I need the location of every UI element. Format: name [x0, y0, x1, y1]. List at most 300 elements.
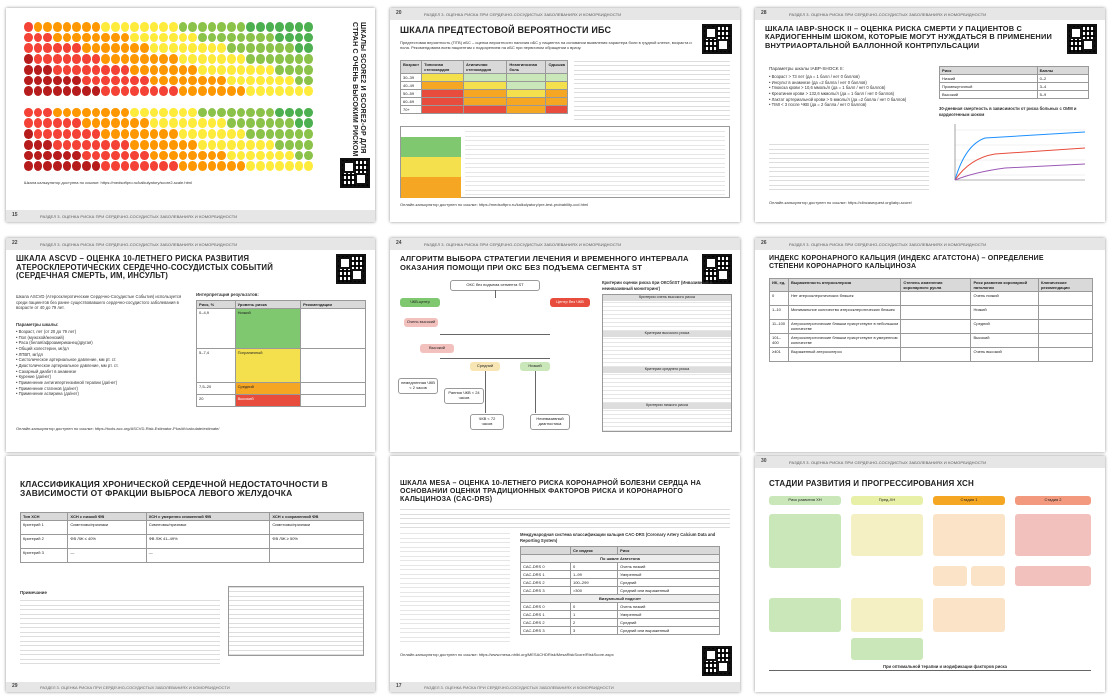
heatmap-cell: [285, 33, 294, 43]
heatmap-cell: [179, 22, 188, 32]
heatmap-cell: [266, 43, 275, 53]
table-row: [770, 320, 1093, 334]
heatmap-cell: [111, 54, 120, 64]
table-cell: 100–299: [570, 579, 617, 587]
table-header: ИК, ед.: [770, 279, 789, 292]
heatmap-cell: [43, 54, 52, 64]
heatmap-cell: [208, 22, 217, 32]
heatmap-cell: [130, 161, 139, 171]
heatmap-cell: [246, 151, 255, 161]
param-item: • Курение (да/нет): [16, 374, 52, 380]
heatmap-cell: [169, 54, 178, 64]
heatmap-cell: [140, 140, 149, 150]
heatmap-cell: [227, 151, 236, 161]
heatmap-cell: [217, 151, 226, 161]
heatmap-cell: [304, 129, 313, 139]
heatmap-cell: [227, 161, 236, 171]
heatmap-cell: [237, 43, 246, 53]
page-title: ШКАЛА ПРЕДТЕСТОВОЙ ВЕРОЯТНОСТИ ИБС: [400, 25, 612, 35]
param-item: • Возраст > 73 лет (да = 1 балл / нет 0 баллов): [769, 74, 860, 79]
heatmap-cell: [92, 65, 101, 75]
heatmap-cell: [82, 33, 91, 43]
heatmap-cell: [169, 65, 178, 75]
heatmap-cell: [188, 161, 197, 171]
heatmap-cell: [295, 140, 304, 150]
page-chf-classification[interactable]: [6, 456, 375, 692]
table-cell: CAC-DRS 0: [521, 603, 571, 611]
table-row: [521, 611, 720, 619]
page-number: 28: [761, 10, 767, 16]
heatmap-cell: [217, 129, 226, 139]
stage-2: Стадия 2: [1015, 496, 1091, 505]
heatmap-cell: [92, 33, 101, 43]
heatmap-cell: [266, 118, 275, 128]
heatmap-cell: [304, 161, 313, 171]
heatmap-cell: [121, 118, 130, 128]
heatmap-cell: [217, 161, 226, 171]
param-item: • Креатинин крови > 132,6 мкмоль/л (да = 1 балл / нет 0 баллов): [769, 91, 895, 97]
heatmap-cell: [266, 86, 275, 96]
table-row: [521, 627, 720, 635]
mortality-chart: [945, 120, 1091, 188]
page-title: ШКАЛА MESA – ОЦЕНКА 10-ЛЕТНЕГО РИСКА КОРОНАРНОЙ БОЛЕЗНИ СЕРДЦА НА ОСНОВАНИИ ОЦЕНКИ ТРАДИЦИОННЫХ ФАКТОРОВ РИСКА И КОРОНАРНОГО КАЛЬЦИНОЗА (CAC-DRS): [400, 480, 702, 503]
heatmap-cell: [111, 65, 120, 75]
page-title: АЛГОРИТМ ВЫБОРА СТРАТЕГИИ ЛЕЧЕНИЯ И ВРЕМЕННОГО ИНТЕРВАЛА ОКАЗАНИЯ ПОМОЩИ ПРИ ОКС БЕЗ ПОДЪЕМА СЕГМЕНТА ST: [400, 254, 689, 272]
stage-pre-reverse: [851, 638, 923, 660]
page-ascvd[interactable]: [6, 238, 375, 452]
heatmap-cell: [72, 65, 81, 75]
heatmap-cell: [63, 54, 72, 64]
heatmap-cell: [227, 33, 236, 43]
heatmap-cell: [208, 76, 217, 86]
heatmap-cell: [285, 108, 294, 118]
level-cell: Пограничный: [235, 349, 301, 383]
heatmap-cell: [285, 86, 294, 96]
heatmap-cell: [179, 86, 188, 96]
interp-table: [196, 300, 366, 407]
heatmap-cell: [24, 108, 33, 118]
table-cell: CAC-DRS 3: [521, 587, 571, 595]
heatmap-cell: [130, 118, 139, 128]
heatmap-cell: [275, 76, 284, 86]
page-footer: РАЗДЕЛ 3. ОЦЕНКА РИСКА ПРИ СЕРДЕЧНО-СОСУДИСТЫХ ЗАБОЛЕВАНИЯХ И КОМОРБИДНОСТИ: [6, 682, 375, 692]
page-title: ИНДЕКС КОРОНАРНОГО КАЛЬЦИЯ (ИНДЕКС АГАТСТОНА) – ОПРЕДЕЛЕНИЕ СТЕПЕНИ КОРОНАРНОГО КАЛЬЦИНОЗА: [769, 255, 1044, 270]
heatmap-cell: [246, 140, 255, 150]
heatmap-cell: [275, 43, 284, 53]
page-agatston[interactable]: [755, 238, 1105, 452]
table-cell: 101–400: [770, 334, 789, 348]
heatmap-cell: [188, 86, 197, 96]
table-cell: Симптомы/признаки: [68, 521, 146, 535]
page-title: ШКАЛА ASCVD – ОЦЕНКА 10-ЛЕТНЕГО РИСКА РАЗВИТИЯ АТЕРОСКЛЕРОТИЧЕСКИХ СЕРДЕЧНО-СОСУДИСТЫХ СОБЫТИЙ (СЕРДЕЧНАЯ СМЕРТЬ, ИМ, ИНСУЛЬТ): [16, 254, 274, 281]
heatmap-cell: [43, 151, 52, 161]
heatmap-cell: [24, 33, 33, 43]
heatmap-cell: [304, 118, 313, 128]
heatmap-cell: [150, 129, 159, 139]
heatmap-cell: [121, 108, 130, 118]
heatmap-cell: [130, 54, 139, 64]
level-cell: Низкий: [235, 309, 301, 349]
table-cell: Очень высокий: [971, 348, 1039, 362]
table-row: [521, 579, 720, 587]
table-cell: Нет атеросклеротических бляшек: [788, 292, 900, 306]
heatmap-cell: [275, 22, 284, 32]
heatmap-cell: [169, 129, 178, 139]
param-item: • Инсульт в анамнезе (да =2 балла / нет 0 баллов): [769, 79, 867, 85]
heatmap-cell: [169, 86, 178, 96]
flow-t4: Неинвазивный диагностика: [530, 414, 570, 430]
param-item: • Применение антигипертензивной терапии (да/нет): [16, 380, 118, 386]
page-note: Онлайн-калькулятор доступен по ссылке: https://tools.acc.org/ASCVD-Risk-Estimator-Plus/#!/calculate/estimate/: [16, 426, 220, 431]
heatmap-cell: [121, 43, 130, 53]
table-cell: Симптомы/признаки: [146, 521, 270, 535]
heatmap-cell: [101, 86, 110, 96]
page-note: Онлайн-калькулятор доступен по ссылке: https://medsoftpro.ru/kalkulyatory/pre-test-probability-ccd.html: [400, 202, 589, 207]
pct-cell: 0–4,9: [197, 309, 236, 349]
heatmap-cell: [82, 22, 91, 32]
heatmap-cell: [130, 151, 139, 161]
heatmap-cell: [159, 129, 168, 139]
heatmap-cell: [246, 33, 255, 43]
notes-text: [20, 598, 220, 664]
table-cell: Средний: [971, 320, 1039, 334]
page-pretest-probability[interactable]: [390, 8, 740, 222]
heatmap-cell: [275, 161, 284, 171]
heatmap-cell: [304, 76, 313, 86]
heatmap-cell: [227, 86, 236, 96]
interp-title: Интерпретация результатов:: [196, 292, 259, 297]
heatmap-cell: [34, 33, 43, 43]
heatmap-cell: [53, 118, 62, 128]
table-row: [770, 306, 1093, 320]
table-row: [521, 587, 720, 595]
heatmap-cell: [237, 54, 246, 64]
heatmap-cell: [140, 65, 149, 75]
heatmap-cell: [130, 76, 139, 86]
heatmap-cell: [179, 129, 188, 139]
table-header: Риск: [618, 547, 720, 555]
heatmap-cell: [82, 129, 91, 139]
heatmap-cell: [227, 54, 236, 64]
table-header: ХСН с умеренно сниженной ФВ: [146, 513, 270, 521]
heatmap-cell: [285, 76, 294, 86]
heatmap-cell: [266, 140, 275, 150]
heatmap-cell: [256, 151, 265, 161]
stage-1-desc: [933, 514, 1005, 556]
heatmap-cell: [159, 161, 168, 171]
criteria-mid: Критерии среднего риска: [603, 367, 731, 373]
param-item: • Диастолическое артериальное давление, мм рт. ст.: [16, 363, 119, 369]
table-cell: CAC-DRS 3: [521, 627, 571, 635]
heatmap-cell: [111, 108, 120, 118]
heatmap-cell: [188, 140, 197, 150]
param-item: • Раса (белая/афроамериканец/другая): [16, 340, 93, 346]
heatmap-cell: [227, 22, 236, 32]
heatmap-cell: [179, 118, 188, 128]
heatmap-cell: [34, 86, 43, 96]
pct-cell: 7,5–20: [197, 383, 236, 395]
heatmap-cell: [304, 43, 313, 53]
heatmap-cell: [198, 140, 207, 150]
table-cell: [1038, 348, 1092, 362]
stage-risk-bottom: [769, 598, 841, 632]
heatmap-cell: [237, 65, 246, 75]
flow-mid: Средний: [470, 362, 500, 371]
heatmap-cell: [24, 65, 33, 75]
page-mesa[interactable]: [390, 456, 740, 692]
heatmap-cell: [24, 129, 33, 139]
heatmap-cell: [92, 118, 101, 128]
cac-table: [520, 546, 720, 635]
table-cell: ФВ ЛЖ 41–49%: [146, 535, 270, 549]
heatmap-cell: [188, 22, 197, 32]
heatmap-cell: [217, 118, 226, 128]
age-cell: 70+: [401, 106, 422, 114]
heatmap-cell: [198, 43, 207, 53]
table-header: ХСН с низкой ФВ: [68, 513, 146, 521]
heatmap-cell: [24, 151, 33, 161]
heatmap-cell: [159, 65, 168, 75]
th-typical: Типичная стенокардия: [422, 61, 464, 74]
heatmap-cell: [304, 151, 313, 161]
heatmap-cell: [101, 140, 110, 150]
table-header: Тип ХСН: [21, 513, 68, 521]
page-score2[interactable]: [6, 8, 375, 222]
param-item: • Применение статинов (да/нет): [16, 385, 78, 391]
stage-pre-desc: [851, 514, 923, 556]
heatmap-cell: [101, 54, 110, 64]
risk-cell: Низкий: [940, 75, 1038, 83]
flow-low: Низкий: [520, 362, 550, 371]
heatmap-cell: [227, 76, 236, 86]
page-number: 15: [12, 212, 18, 218]
heatmap-cell: [275, 65, 284, 75]
stage-1-bottom: [933, 598, 1005, 632]
heatmap-cell: [227, 129, 236, 139]
heatmap-cell: [304, 22, 313, 32]
level-cell: Средний: [235, 383, 301, 395]
heatmap-cell: [53, 108, 62, 118]
heatmap-cell: [121, 86, 130, 96]
heatmap-cell: [101, 33, 110, 43]
heatmap-cell: [53, 161, 62, 171]
table-cell: Высокий: [971, 334, 1039, 348]
heatmap-cell: [295, 118, 304, 128]
heatmap-cell: [24, 76, 33, 86]
heatmap-cell: [53, 140, 62, 150]
heatmap-cell: [92, 151, 101, 161]
heatmap-cell: [237, 161, 246, 171]
table-row: [770, 292, 1093, 306]
table-cell: ФВ ЛЖ ≥ 50%: [270, 535, 364, 549]
heatmap-cell: [188, 54, 197, 64]
heatmap-cell: [101, 151, 110, 161]
footer-number: 29: [12, 683, 18, 689]
page-title: ШКАЛА IABP-SHOCK II – ОЦЕНКА РИСКА СМЕРТИ У ПАЦИЕНТОВ С КАРДИОГЕННЫМ ШОКОМ, КОТОРЫЕ МОГУТ НУЖДАТЬСЯ В ПРИМЕНЕНИИ ВНУТРИАОРТАЛЬНОЙ БАЛЛОННОЙ КОНТРПУЛЬСАЦИИ: [765, 24, 1052, 50]
table-cell: Критерий 3: [21, 549, 68, 563]
heatmap-cell: [295, 65, 304, 75]
heatmap-cell: [63, 22, 72, 32]
heatmap-cell: [188, 118, 197, 128]
heatmap-cell: [217, 140, 226, 150]
heatmap-cell: [285, 22, 294, 32]
heatmap-cell: [130, 43, 139, 53]
heatmap-cell: [43, 76, 52, 86]
heatmap-cell: [304, 54, 313, 64]
table-cell: [1038, 334, 1092, 348]
heatmap-cell: [72, 76, 81, 86]
heatmap-cell: [24, 43, 33, 53]
heatmap-cell: [304, 86, 313, 96]
qr-code: [702, 646, 732, 676]
table-row: [770, 348, 1093, 362]
criteria-box: [602, 294, 732, 432]
heatmap-cell: [304, 108, 313, 118]
heatmap-cell: [159, 22, 168, 32]
heatmap-cell: [150, 108, 159, 118]
heatmap-cell: [208, 108, 217, 118]
stage-2-desc: [1015, 514, 1091, 556]
heatmap-cell: [246, 65, 255, 75]
heatmap-cell: [188, 129, 197, 139]
heatmap-cell: [285, 151, 294, 161]
stage-1-sub-b: [971, 566, 1005, 586]
heatmap-cell: [150, 151, 159, 161]
heatmap-cell: [208, 118, 217, 128]
heatmap-cell: [227, 65, 236, 75]
page-note: Шкала калькулятор доступна по ссылке: https://medsoftpro.ru/kalkulyatory/score2-scale.html: [24, 180, 192, 185]
th-score: Баллы: [1037, 67, 1088, 75]
table-cell: [1038, 320, 1092, 334]
heatmap-cell: [198, 118, 207, 128]
heatmap-cell: [208, 54, 217, 64]
heatmap-cell: [140, 76, 149, 86]
heatmap-cell: [295, 161, 304, 171]
heatmap-cell: [53, 76, 62, 86]
heatmap-cell: [72, 151, 81, 161]
heatmap-cell: [266, 54, 275, 64]
risk-cell: Промежуточный: [940, 83, 1038, 91]
page-title: СТАДИИ РАЗВИТИЯ И ПРОГРЕССИРОВАНИЯ ХСН: [769, 479, 974, 488]
heatmap-cell: [179, 140, 188, 150]
heatmap-cell: [295, 86, 304, 96]
page-chf-stages[interactable]: [755, 456, 1105, 692]
heatmap-cell: [169, 22, 178, 32]
table-subheader: Визуальный подсчет: [521, 595, 720, 603]
risk-table: [939, 66, 1089, 99]
side-note-box: [228, 586, 364, 656]
ptv-legend: [400, 126, 730, 198]
heatmap-cell: [256, 86, 265, 96]
heatmap-cell: [266, 76, 275, 86]
table-cell: [901, 334, 971, 348]
heatmap-cell: [198, 151, 207, 161]
heatmap-cell: [72, 129, 81, 139]
stage-1: Стадия 1: [933, 496, 1005, 505]
heatmap-cell: [217, 33, 226, 43]
table-cell: Очень низкий: [618, 563, 720, 571]
heatmap-cell: [53, 22, 62, 32]
heatmap-cell: [121, 129, 130, 139]
heatmap-cell: [121, 22, 130, 32]
table-cell: Умеренный: [618, 611, 720, 619]
flow-t3: ЧКВ < 72 часов: [470, 414, 504, 430]
heatmap-cell: [101, 161, 110, 171]
heatmap-cell: [82, 65, 91, 75]
heatmap-cell: [34, 161, 43, 171]
heatmap-cell: [140, 86, 149, 96]
heatmap-cell: [237, 129, 246, 139]
heatmap-cell: [304, 33, 313, 43]
heatmap-cell: [53, 54, 62, 64]
heatmap-cell: [285, 118, 294, 128]
heatmap-cell: [63, 140, 72, 150]
table-row: [21, 535, 364, 549]
table-cell: Критерий 2: [21, 535, 68, 549]
table-row: [521, 563, 720, 571]
heatmap-cell: [34, 54, 43, 64]
heatmap-cell: [285, 54, 294, 64]
heatmap-cell: [266, 151, 275, 161]
flow-no-pci-center: Центр без ЧКВ: [550, 298, 590, 307]
heatmap-cell: [53, 43, 62, 53]
page-header: РАЗДЕЛ 3. ОЦЕНКА РИСКА ПРИ СЕРДЕЧНО-СОСУДИСТЫХ ЗАБОЛЕВАНИЯХ И КОМОРБИДНОСТИ: [755, 456, 1105, 468]
table-cell: CAC-DRS 1: [521, 571, 571, 579]
heatmap-cell: [198, 33, 207, 43]
heatmap-cell: [159, 108, 168, 118]
interpretation-text: [769, 144, 929, 190]
page-title: ШКАЛЫ SCORE2 И SCORE2-OP ДЛЯ СТРАН С ОЧЕНЬ ВЫСОКИМ РИСКОМ: [351, 22, 366, 157]
heatmap-cell: [63, 33, 72, 43]
heatmap-cell: [24, 22, 33, 32]
th-risk-level: Уровень риска: [235, 301, 301, 309]
heatmap-cell: [111, 22, 120, 32]
heatmap-cell: [159, 151, 168, 161]
heatmap-cell: [43, 86, 52, 96]
heatmap-cell: [179, 65, 188, 75]
pct-cell: 5–7,4: [197, 349, 236, 383]
table-cell: 0: [570, 563, 617, 571]
score-cell: 5–9: [1037, 91, 1088, 99]
table-subheader: По шкале Агатстона: [521, 555, 720, 563]
heatmap-cell: [217, 22, 226, 32]
page-header: РАЗДЕЛ 3. ОЦЕНКА РИСКА ПРИ СЕРДЕЧНО-СОСУДИСТЫХ ЗАБОЛЕВАНИЯХ И КОМОРБИДНОСТИ: [6, 238, 375, 250]
age-cell: 30–39: [401, 74, 422, 82]
heatmap-cell: [111, 151, 120, 161]
heatmap-cell: [246, 76, 255, 86]
heatmap-cell: [101, 22, 110, 32]
heatmap-cell: [246, 54, 255, 64]
heatmap-cell: [150, 86, 159, 96]
heatmap-cell: [130, 140, 139, 150]
heatmap-cell: [208, 86, 217, 96]
criteria-title: Критерии оценки риска при ОКСбпST (Инвазивный и неинвазивный мониторинг): [602, 280, 713, 291]
page-number: 30: [761, 458, 767, 464]
page-acs-algorithm[interactable]: [390, 238, 740, 452]
heatmap-cell: [237, 118, 246, 128]
heatmap-cell: [256, 65, 265, 75]
heatmap-cell: [266, 108, 275, 118]
heatmap-cell: [246, 108, 255, 118]
heatmap-cell: [266, 161, 275, 171]
stage-1-sub-a: [933, 566, 967, 586]
heatmap-cell: [92, 86, 101, 96]
chf-table: [20, 512, 364, 563]
heatmap-cell: [92, 22, 101, 32]
page-iabp-shock[interactable]: [755, 8, 1105, 222]
table-cell: Выраженный атеросклероз: [788, 348, 900, 362]
heatmap-cell: [295, 22, 304, 32]
